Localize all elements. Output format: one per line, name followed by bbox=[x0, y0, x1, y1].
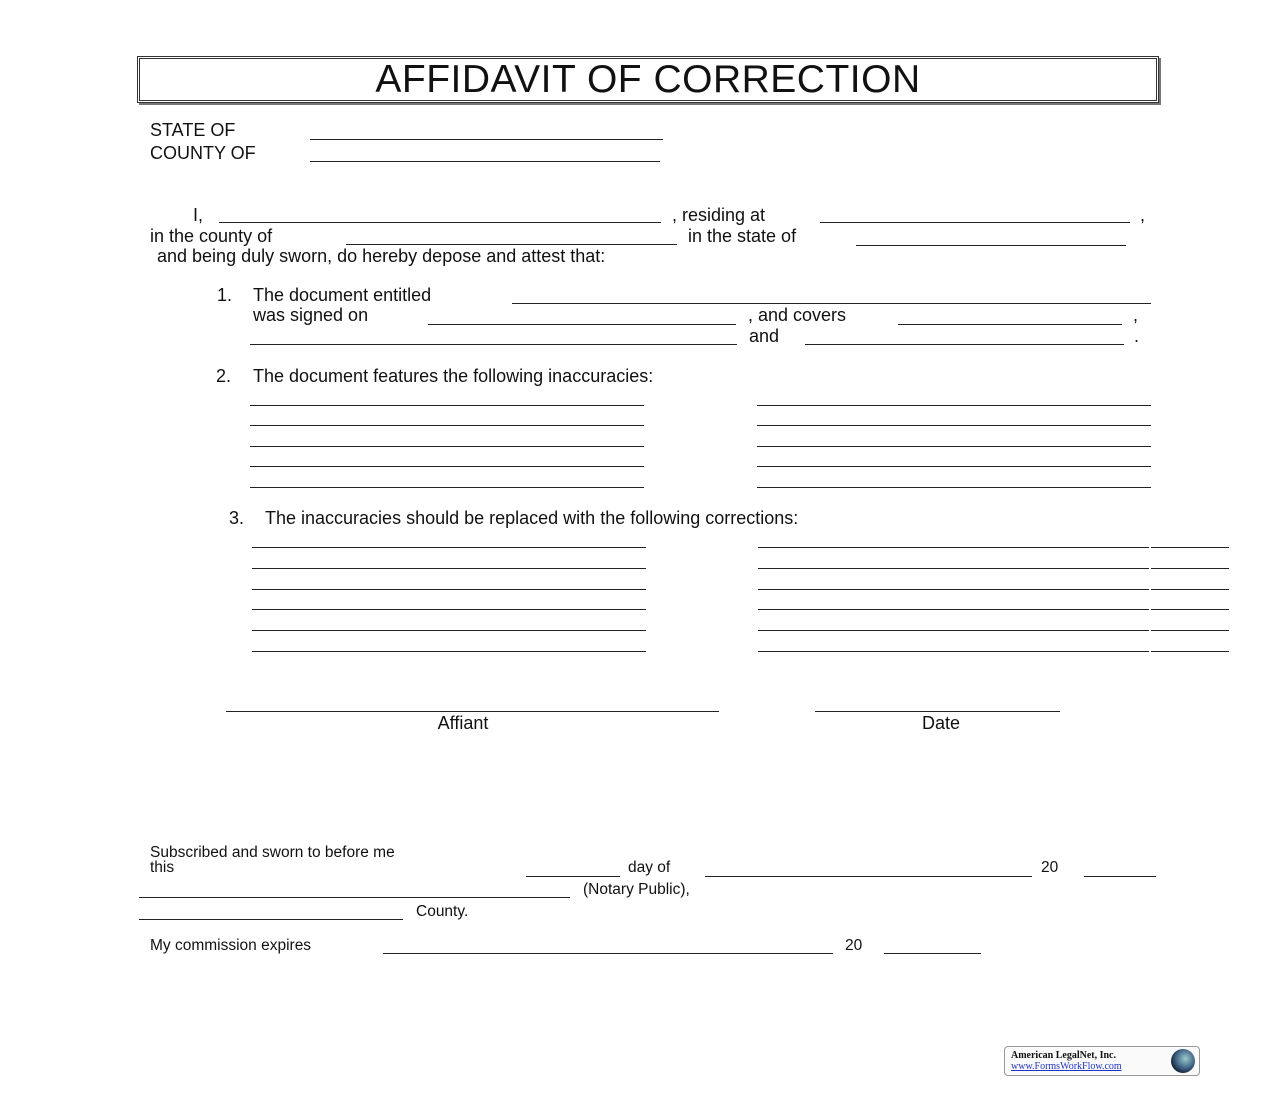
name-field[interactable] bbox=[219, 222, 661, 223]
item1-entitled: The document entitled bbox=[253, 285, 432, 305]
item2-number: 2. bbox=[216, 366, 232, 386]
correction-field-left[interactable] bbox=[252, 547, 646, 548]
inaccuracy-field-left[interactable] bbox=[250, 487, 644, 488]
month-field[interactable] bbox=[705, 876, 1032, 877]
item1-period: . bbox=[1134, 326, 1140, 346]
commission-year-prefix: 20 bbox=[845, 937, 863, 954]
county-of-label: in the county of bbox=[150, 226, 273, 246]
year-prefix: 20 bbox=[1041, 859, 1059, 876]
covers-from-field[interactable] bbox=[898, 324, 1122, 325]
correction-field-extra[interactable] bbox=[1151, 589, 1229, 590]
title-box bbox=[137, 56, 1159, 103]
notary-public-label: (Notary Public), bbox=[583, 881, 690, 898]
correction-field-left[interactable] bbox=[252, 589, 646, 590]
state-label: STATE OF bbox=[150, 120, 236, 140]
correction-field-right[interactable] bbox=[758, 651, 1149, 652]
correction-field-left[interactable] bbox=[252, 568, 646, 569]
commission-year-field[interactable] bbox=[884, 953, 981, 954]
correction-field-left[interactable] bbox=[252, 630, 646, 631]
date-field[interactable] bbox=[815, 711, 1060, 712]
intro-i: I, bbox=[193, 205, 204, 225]
residing-label: , residing at bbox=[672, 205, 766, 225]
item1-covers: , and covers bbox=[748, 305, 847, 325]
document-title: AFFIDAVIT OF CORRECTION bbox=[375, 58, 921, 101]
inaccuracy-field-left[interactable] bbox=[250, 446, 644, 447]
affiant-signature-field[interactable] bbox=[226, 711, 719, 712]
county-label-notary: County. bbox=[416, 903, 469, 920]
logo-url[interactable]: www.FormsWorkFlow.com bbox=[1011, 1061, 1122, 1072]
state-of-label: in the state of bbox=[688, 226, 797, 246]
correction-field-extra[interactable] bbox=[1151, 630, 1229, 631]
this-text: this bbox=[150, 859, 175, 876]
inaccuracy-field-right[interactable] bbox=[757, 405, 1151, 406]
day-field[interactable] bbox=[526, 876, 620, 877]
covers-to-field[interactable] bbox=[805, 344, 1124, 345]
subscribed-text: Subscribed and sworn to before me bbox=[150, 844, 395, 861]
logo-name: American LegalNet, Inc. bbox=[1011, 1050, 1116, 1061]
item2-text: The document features the following inaccuracies: bbox=[253, 366, 654, 386]
inaccuracy-field-right[interactable] bbox=[757, 487, 1151, 488]
commission-label: My commission expires bbox=[150, 937, 312, 954]
document-title-field[interactable] bbox=[512, 303, 1151, 304]
date-label: Date bbox=[921, 713, 961, 733]
correction-field-extra[interactable] bbox=[1151, 651, 1229, 652]
inaccuracy-field-right[interactable] bbox=[757, 466, 1151, 467]
state-field[interactable] bbox=[310, 139, 663, 140]
inaccuracy-field-left[interactable] bbox=[250, 405, 644, 406]
county-label: COUNTY OF bbox=[150, 143, 256, 163]
item1-number: 1. bbox=[217, 285, 233, 305]
item1-signed-on: was signed on bbox=[253, 305, 369, 325]
notary-county-field[interactable] bbox=[139, 919, 403, 920]
sworn-text: and being duly sworn, do hereby depose and attest that: bbox=[157, 246, 606, 266]
correction-field-extra[interactable] bbox=[1151, 609, 1229, 610]
correction-field-right[interactable] bbox=[758, 568, 1149, 569]
residence-field[interactable] bbox=[820, 222, 1130, 223]
correction-field-right[interactable] bbox=[758, 609, 1149, 610]
correction-field-right[interactable] bbox=[758, 589, 1149, 590]
publisher-logo bbox=[1004, 1046, 1200, 1076]
year-field[interactable] bbox=[1084, 876, 1156, 877]
correction-field-right[interactable] bbox=[758, 630, 1149, 631]
correction-field-left[interactable] bbox=[252, 609, 646, 610]
correction-field-extra[interactable] bbox=[1151, 547, 1229, 548]
inaccuracy-field-right[interactable] bbox=[757, 425, 1151, 426]
county-field[interactable] bbox=[310, 161, 660, 162]
signed-date-field[interactable] bbox=[428, 324, 736, 325]
item1-and: and bbox=[749, 326, 780, 346]
notary-public-field[interactable] bbox=[139, 897, 570, 898]
correction-field-right[interactable] bbox=[758, 547, 1149, 548]
correction-field-left[interactable] bbox=[252, 651, 646, 652]
item3-number: 3. bbox=[229, 508, 245, 528]
county-of-field[interactable] bbox=[346, 244, 677, 245]
item3-text: The inaccuracies should be replaced with the following corrections: bbox=[265, 508, 799, 528]
inaccuracy-field-left[interactable] bbox=[250, 466, 644, 467]
item1-comma: , bbox=[1133, 305, 1139, 325]
commission-date-field[interactable] bbox=[383, 953, 833, 954]
affiant-label: Affiant bbox=[437, 713, 489, 733]
correction-field-extra[interactable] bbox=[1151, 568, 1229, 569]
day-of-label: day of bbox=[628, 859, 671, 876]
comma: , bbox=[1140, 205, 1146, 225]
inaccuracy-field-right[interactable] bbox=[757, 446, 1151, 447]
globe-icon bbox=[1171, 1049, 1195, 1073]
state-of-field[interactable] bbox=[856, 245, 1126, 246]
inaccuracy-field-left[interactable] bbox=[250, 425, 644, 426]
covers-field[interactable] bbox=[250, 344, 737, 345]
